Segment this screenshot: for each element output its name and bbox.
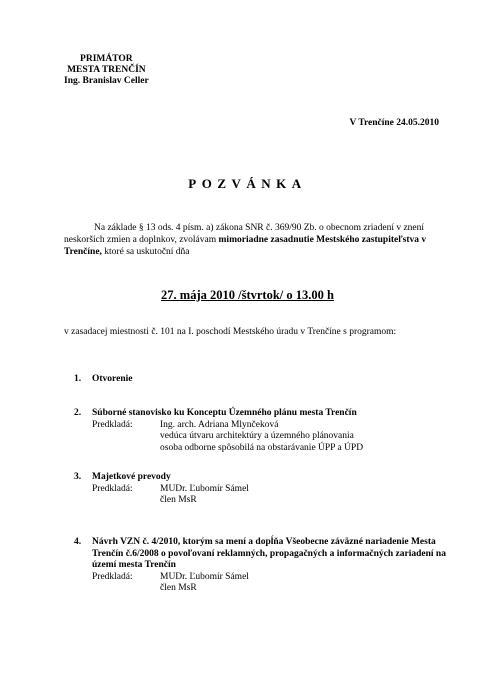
intro-text-1: Na základe § 13 ods. 4 písm. a) zákona SNR č. 369/90 Zb. o obecnom zriadení v znení neskorších zmien a doplnkov, zvolávam <box>64 223 425 245</box>
sender-name: Ing. Branislav Celler <box>64 76 149 86</box>
agenda-number: 3. <box>74 472 82 482</box>
place-date: V Trenčíne 24.05.2010 <box>349 118 439 128</box>
presenter-line: MUDr. Ľubomír Sámel <box>160 571 249 582</box>
intro-emphasis: mimoriadne zasadnutie Mestského zastupiteľstva v Trenčíne, <box>64 235 427 257</box>
meeting-date: 27. mája 2010 /štvrtok/ o 13.00 h <box>161 288 334 302</box>
presenter-line: člen MsR <box>160 495 197 505</box>
intro-text <box>64 222 444 258</box>
presenter-label: Predkladá: <box>92 483 133 494</box>
intro-text-2: ktoré sa uskutoční dňa <box>104 247 190 257</box>
sender-city: MESTA TRENČÍN <box>67 65 146 75</box>
intro-paragraph <box>64 222 444 258</box>
presenter-row <box>92 484 452 507</box>
agenda-number: 2. <box>74 408 82 418</box>
presenter-label: Predkladá: <box>92 571 133 582</box>
sender-block <box>64 54 149 87</box>
agenda-number: 1. <box>74 374 82 384</box>
agenda-title: Súborné stanovisko ku Konceptu Územného plánu mesta Trenčín <box>92 408 357 418</box>
agenda-title: Návrh VZN č. 4/2010, ktorým sa mení a dopĺňa Všeobecne záväzné nariadenie Mesta Trenčín č.6/2008 o povoľovaní reklamných, propagačných a informačných zariadení na území mesta Trenčín <box>92 537 446 570</box>
document-title: POZVÁNKA <box>188 176 307 191</box>
presenter-row <box>92 420 452 455</box>
presenter-row <box>92 572 452 595</box>
agenda-title: Majetkové prevody <box>92 472 171 482</box>
venue-text: v zasadacej miestnosti č. 101 na I. poschodí Mestského úradu v Trenčíne s programom: <box>64 327 397 337</box>
agenda-number: 4. <box>74 537 82 547</box>
sender-title: PRIMÁTOR <box>80 54 133 64</box>
presenter-line: MUDr. Ľubomír Sámel <box>160 483 249 494</box>
presenter-line: Ing. arch. Adriana Mlynčeková <box>160 419 279 430</box>
agenda-title: Otvorenie <box>92 374 133 384</box>
presenter-line: vedúca útvaru architektúry a územného plánovania <box>160 431 354 441</box>
presenter-label: Predkladá: <box>92 419 133 430</box>
presenter-line: osoba odborne spôsobilá na obstarávanie ÚPP a ÚPD <box>160 442 364 453</box>
presenter-line: člen MsR <box>160 583 197 593</box>
